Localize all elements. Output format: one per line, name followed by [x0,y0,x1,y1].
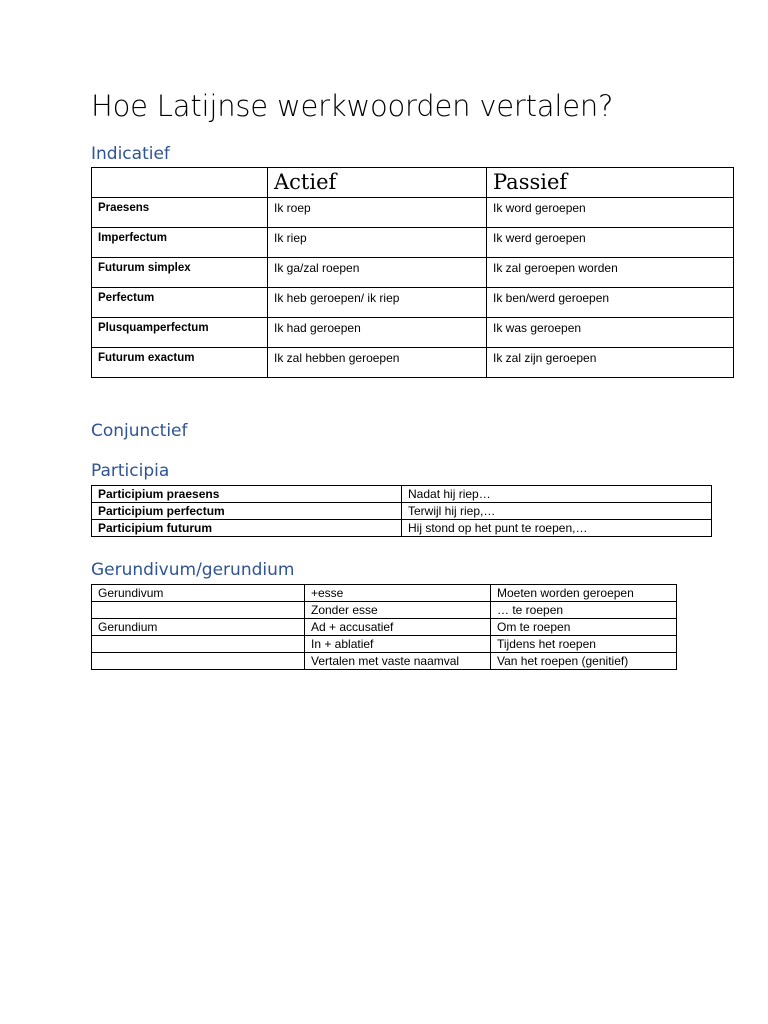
tense-label: Perfectum [92,288,268,318]
actief-cell: Ik zal hebben geroepen [268,348,487,378]
table-row [92,503,712,520]
table-row [92,348,734,378]
table-row [92,602,677,619]
tense-label: Futurum exactum [92,348,268,378]
table-row [92,653,677,670]
participium-label: Participium praesens [92,486,402,503]
actief-cell: Ik riep [268,228,487,258]
actief-cell: Ik had geroepen [268,318,487,348]
construction-cell: In + ablatief [305,636,491,653]
passief-cell: Ik zal zijn geroepen [487,348,734,378]
table-row [92,486,712,503]
indicatief-table [91,167,734,378]
form-label [92,653,305,670]
participia-table [91,485,712,537]
translation-cell: Moeten worden geroepen [491,585,677,602]
table-row [92,619,677,636]
tense-label: Imperfectum [92,228,268,258]
table-header-row [92,168,734,198]
actief-cell: Ik heb geroepen/ ik riep [268,288,487,318]
form-label [92,636,305,653]
table-row [92,636,677,653]
table-row [92,258,734,288]
passief-cell: Ik werd geroepen [487,228,734,258]
translation-cell: Om te roepen [491,619,677,636]
translation-cell: Van het roepen (genitief) [491,653,677,670]
table-row [92,288,734,318]
translation-cell: … te roepen [491,602,677,619]
construction-cell: Ad + accusatief [305,619,491,636]
construction-cell: +esse [305,585,491,602]
passief-cell: Ik zal geroepen worden [487,258,734,288]
table-row [92,318,734,348]
translation-cell: Tijdens het roepen [491,636,677,653]
table-row [92,228,734,258]
passief-cell: Ik word geroepen [487,198,734,228]
table-header-actief: Actief [268,168,487,198]
passief-cell: Ik was geroepen [487,318,734,348]
form-label: Gerundivum [92,585,305,602]
table-header-cell [92,168,268,198]
participium-translation: Terwijl hij riep,… [402,503,712,520]
form-label: Gerundium [92,619,305,636]
construction-cell: Vertalen met vaste naamval [305,653,491,670]
actief-cell: Ik roep [268,198,487,228]
table-row [92,585,677,602]
table-row [92,198,734,228]
tense-label: Praesens [92,198,268,228]
tense-label: Plusquamperfectum [92,318,268,348]
passief-cell: Ik ben/werd geroepen [487,288,734,318]
heading-conjunctief: Conjunctief [91,421,188,441]
table-row [92,520,712,537]
participium-label: Participium futurum [92,520,402,537]
tense-label: Futurum simplex [92,258,268,288]
gerundivum-table [91,584,677,670]
participium-translation: Hij stond op het punt te roepen,… [402,520,712,537]
participium-label: Participium perfectum [92,503,402,520]
construction-cell: Zonder esse [305,602,491,619]
participium-translation: Nadat hij riep… [402,486,712,503]
page-title: Hoe Latijnse werkwoorden vertalen? [91,89,614,123]
table-header-passief: Passief [487,168,734,198]
actief-cell: Ik ga/zal roepen [268,258,487,288]
heading-participia: Participia [91,461,170,481]
heading-indicatief: Indicatief [91,144,170,164]
form-label [92,602,305,619]
heading-gerundivum: Gerundivum/gerundium [91,560,295,580]
